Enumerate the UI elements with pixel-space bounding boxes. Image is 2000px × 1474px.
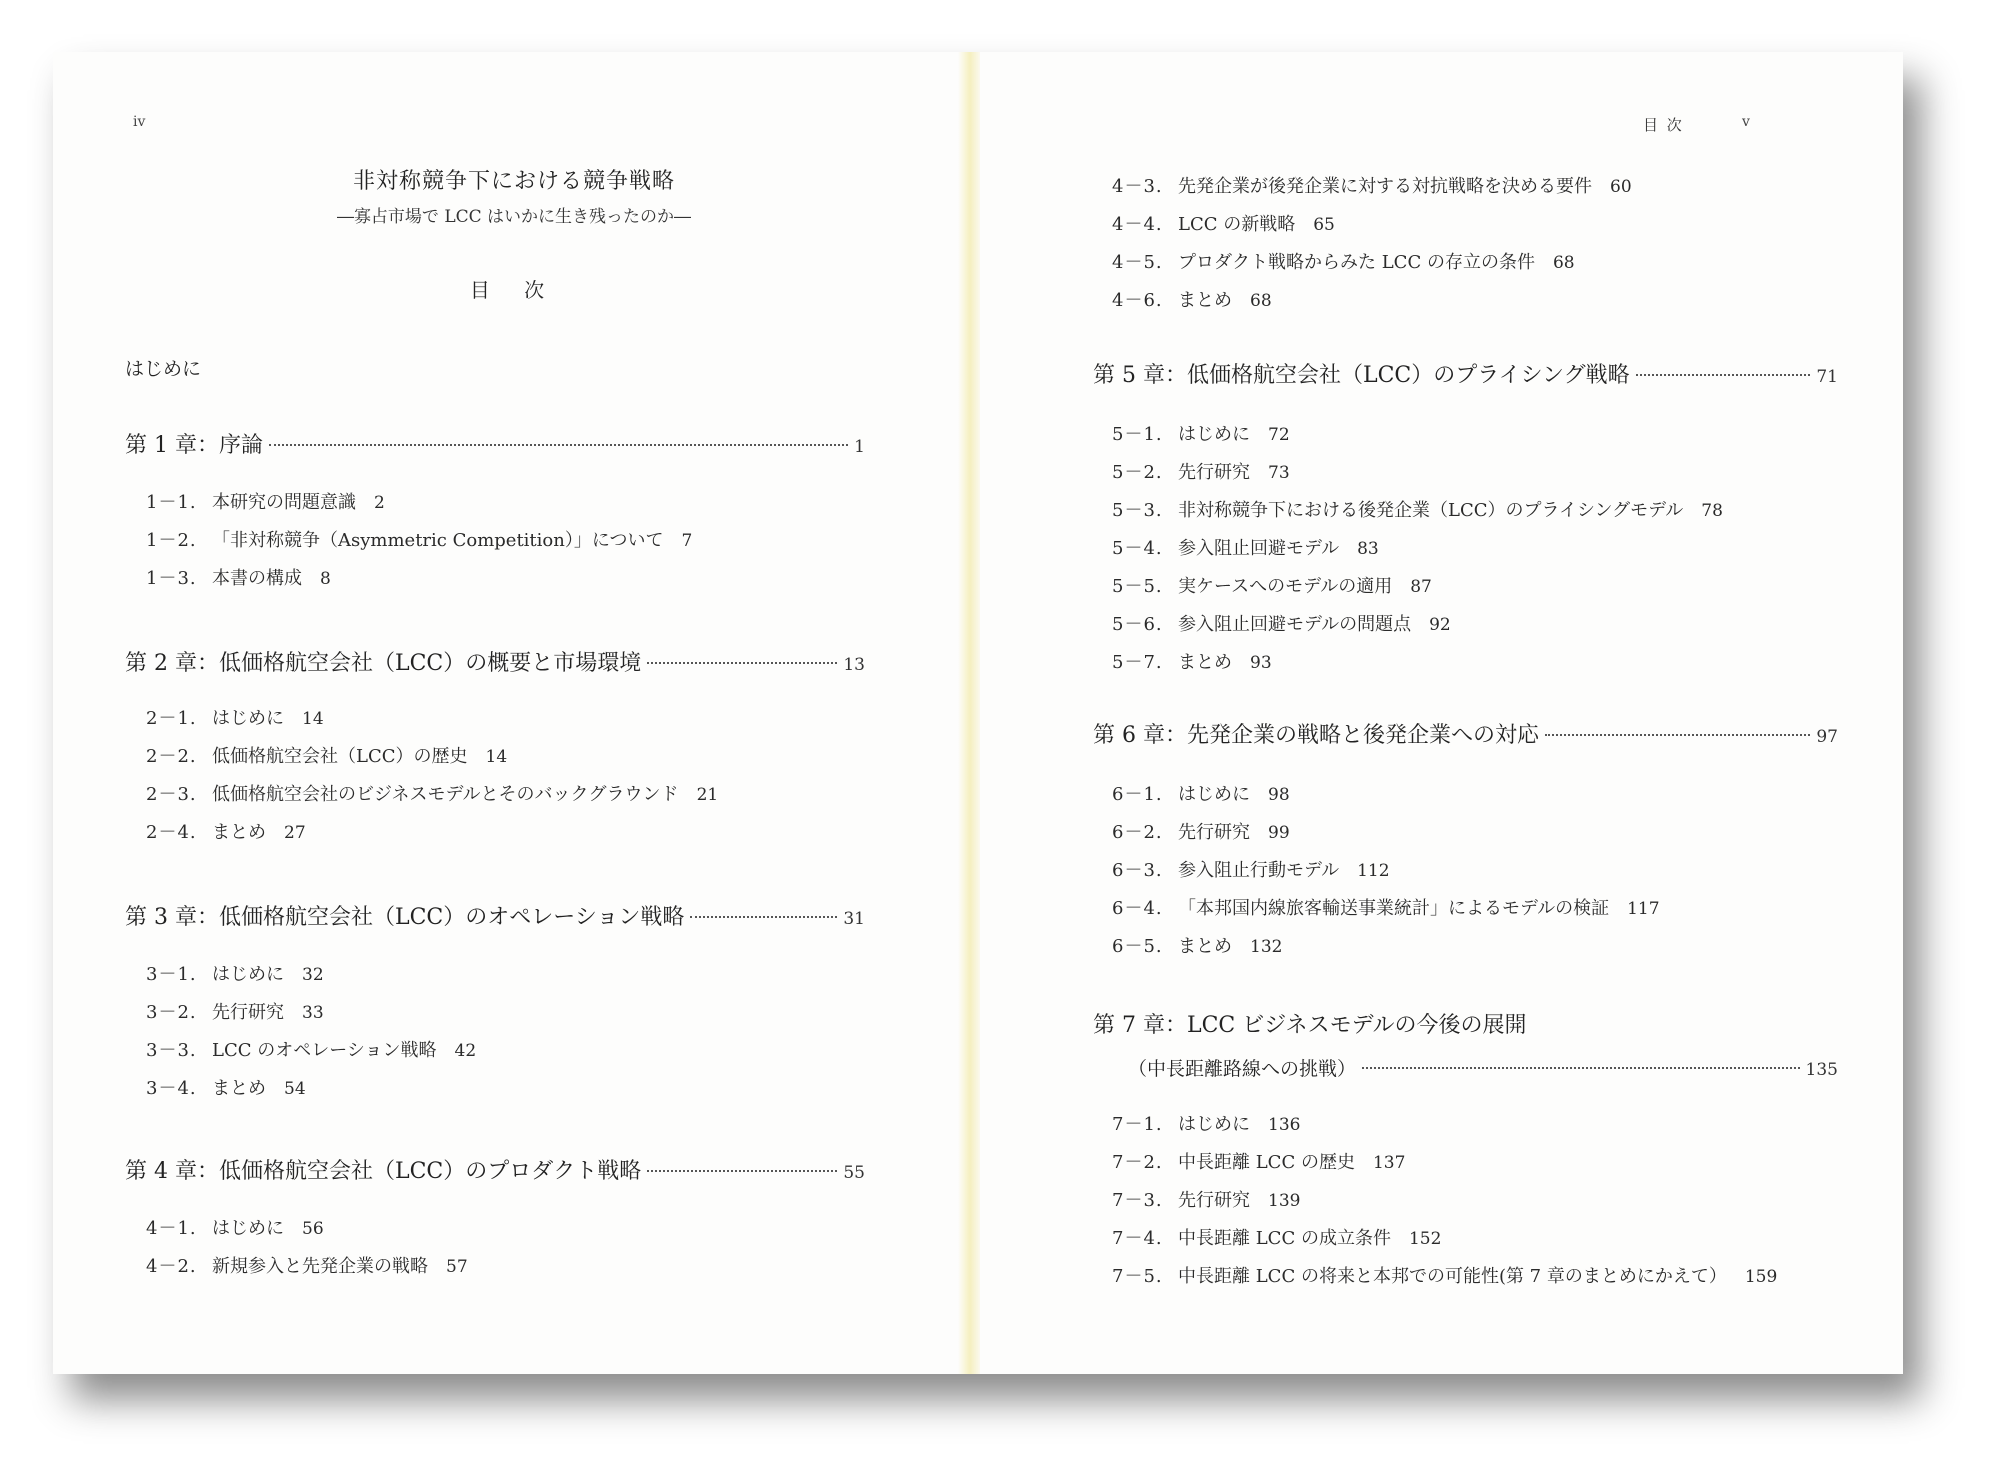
chapter-heading	[125, 1154, 865, 1185]
toc-title: 目 次	[469, 278, 559, 302]
section-page: 27	[284, 823, 306, 843]
section-number: 5－1.	[1112, 424, 1163, 445]
section-page: 14	[485, 747, 508, 767]
book-title: 非対称競争下における競争戦略	[352, 169, 675, 194]
chapter-heading	[1093, 1008, 1527, 1039]
section-title: 先行研究	[212, 1002, 284, 1023]
section-number: 2－1.	[146, 708, 197, 729]
toc-entry	[1112, 1224, 1441, 1250]
chapter-page: 135	[1805, 1060, 1838, 1080]
dot-leader	[647, 662, 837, 664]
section-number: 7－4.	[1112, 1228, 1163, 1249]
toc-entry	[1112, 894, 1660, 920]
section-number: 5－5.	[1112, 576, 1163, 597]
section-page: 93	[1250, 653, 1272, 673]
section-number: 4－6.	[1112, 290, 1163, 311]
toc-entry	[146, 1074, 306, 1100]
toc-entry	[146, 488, 385, 514]
section-page: 56	[302, 1219, 324, 1239]
toc-intro: はじめに	[125, 358, 202, 380]
section-page: 83	[1357, 539, 1379, 559]
section-number: 5－4.	[1112, 538, 1163, 559]
section-title: はじめに	[212, 708, 284, 729]
section-title: 低価格航空会社（LCC）の歴史	[212, 746, 468, 767]
page-number-right: v	[1742, 114, 1750, 130]
section-title: はじめに	[1178, 784, 1250, 805]
section-number: 3－4.	[146, 1078, 197, 1099]
section-title: 本研究の問題意識	[212, 492, 356, 513]
toc-entry	[1112, 534, 1379, 560]
section-page: 78	[1701, 501, 1723, 521]
toc-entry	[1112, 496, 1723, 522]
toc-entry	[146, 526, 692, 552]
section-number: 2－2.	[146, 746, 197, 767]
toc-entry	[146, 1214, 324, 1240]
section-number: 5－6.	[1112, 614, 1163, 635]
chapter-title: 第 4 章：低価格航空会社（LCC）のプロダクト戦略	[125, 1159, 642, 1184]
toc-entry	[146, 1036, 476, 1062]
toc-entry	[1112, 818, 1290, 844]
chapter-subtitle: （中長距離路線への挑戦）	[1128, 1058, 1357, 1080]
section-page: 2	[374, 493, 385, 513]
section-title: まとめ	[212, 822, 266, 843]
section-title: まとめ	[1178, 652, 1232, 673]
section-title: LCC のオペレーション戦略	[212, 1040, 437, 1061]
toc-entry	[1112, 286, 1272, 312]
section-page: 73	[1268, 463, 1290, 483]
page-number-left: iv	[133, 114, 146, 130]
chapter-title: 第 1 章：序論	[125, 433, 263, 458]
section-number: 4－2.	[146, 1256, 197, 1277]
section-title: 「本邦国内線旅客輸送事業統計」によるモデルの検証	[1178, 898, 1610, 919]
section-page: 99	[1268, 823, 1290, 843]
section-page: 14	[302, 709, 324, 729]
section-title: 「非対称競争（Asymmetric Competition）」について	[212, 530, 664, 551]
chapter-subheading	[1128, 1054, 1838, 1081]
section-number: 3－2.	[146, 1002, 197, 1023]
dot-leader	[269, 444, 848, 446]
section-title: 低価格航空会社のビジネスモデルとそのバックグラウンド	[212, 784, 679, 805]
section-page: 68	[1552, 253, 1575, 273]
toc-entry	[1112, 248, 1575, 274]
toc-entry	[146, 742, 507, 768]
section-page: 72	[1268, 425, 1290, 445]
section-title: 先行研究	[1178, 822, 1250, 843]
section-title: はじめに	[1178, 424, 1250, 445]
section-number: 7－2.	[1112, 1152, 1163, 1173]
section-number: 6－2.	[1112, 822, 1163, 843]
toc-entry	[146, 780, 718, 806]
toc-entry	[146, 818, 306, 844]
chapter-heading	[125, 428, 865, 459]
section-page: 7	[681, 531, 693, 551]
section-number: 4－1.	[146, 1218, 197, 1239]
section-title: LCC の新戦略	[1178, 214, 1296, 235]
section-title: まとめ	[212, 1078, 266, 1099]
section-title: プロダクト戦略からみた LCC の存立の条件	[1178, 252, 1535, 273]
section-number: 7－3.	[1112, 1190, 1163, 1211]
section-number: 4－3.	[1112, 176, 1163, 197]
chapter-page: 1	[854, 437, 865, 457]
toc-entry	[146, 564, 331, 590]
section-title: 中長距離 LCC の歴史	[1178, 1152, 1355, 1173]
section-title: 参入阻止回避モデル	[1178, 538, 1340, 559]
section-number: 1－3.	[146, 568, 197, 589]
section-title: 先行研究	[1178, 462, 1250, 483]
section-title: 非対称競争下における後発企業（LCC）のプライシングモデル	[1178, 500, 1684, 521]
section-page: 98	[1268, 785, 1290, 805]
section-page: 132	[1250, 937, 1283, 957]
book-subtitle: ―寡占市場で LCC はいかに生き残ったのか―	[336, 207, 692, 227]
toc-entry	[1112, 172, 1632, 198]
section-number: 5－3.	[1112, 500, 1163, 521]
section-number: 3－1.	[146, 964, 197, 985]
section-number: 5－7.	[1112, 652, 1163, 673]
section-title: はじめに	[212, 964, 284, 985]
section-page: 42	[454, 1041, 477, 1061]
chapter-heading	[125, 900, 865, 931]
section-number: 7－5.	[1112, 1266, 1163, 1287]
dot-leader	[1545, 734, 1810, 736]
chapter-page: 13	[843, 655, 865, 675]
section-page: 8	[320, 569, 331, 589]
section-title: 本書の構成	[212, 568, 302, 589]
toc-entry	[1112, 1148, 1405, 1174]
dot-leader	[647, 1170, 837, 1172]
chapter-heading	[1093, 358, 1838, 389]
section-title: はじめに	[1178, 1114, 1250, 1135]
section-title: 参入阻止行動モデル	[1178, 860, 1340, 881]
toc-entry	[1112, 1110, 1300, 1136]
chapter-title: 第 7 章：LCC ビジネスモデルの今後の展開	[1093, 1013, 1527, 1038]
toc-entry	[1112, 420, 1290, 446]
section-page: 117	[1627, 899, 1660, 919]
toc-entry	[1112, 1262, 1777, 1288]
running-head: 目 次	[1643, 116, 1684, 134]
section-page: 33	[302, 1003, 324, 1023]
toc-entry	[146, 960, 324, 986]
toc-entry	[146, 998, 324, 1024]
section-page: 32	[302, 965, 324, 985]
section-number: 1－1.	[146, 492, 197, 513]
section-number: 6－3.	[1112, 860, 1163, 881]
section-number: 4－4.	[1112, 214, 1163, 235]
section-title: 中長距離 LCC の成立条件	[1178, 1228, 1391, 1249]
chapter-page: 55	[843, 1163, 865, 1183]
section-number: 6－4.	[1112, 898, 1163, 919]
toc-entry	[1112, 210, 1335, 236]
section-title: 先発企業が後発企業に対する対抗戦略を決める要件	[1178, 176, 1592, 197]
chapter-page: 31	[843, 909, 865, 929]
dot-leader	[1636, 374, 1811, 376]
section-number: 6－1.	[1112, 784, 1163, 805]
toc-entry	[1112, 1186, 1300, 1212]
toc-entry	[146, 1252, 468, 1278]
chapter-heading	[1093, 718, 1838, 749]
toc-entry	[1112, 932, 1282, 958]
dot-leader	[1362, 1067, 1800, 1069]
toc-entry	[1112, 648, 1272, 674]
section-page: 137	[1372, 1153, 1406, 1173]
toc-entry	[1112, 856, 1390, 882]
section-page: 87	[1410, 577, 1432, 597]
section-number: 3－3.	[146, 1040, 197, 1061]
chapter-title: 第 6 章：先発企業の戦略と後発企業への対応	[1093, 723, 1539, 748]
section-title: 新規参入と先発企業の戦略	[212, 1256, 428, 1277]
section-number: 2－3.	[146, 784, 197, 805]
section-page: 92	[1429, 615, 1451, 635]
chapter-title: 第 3 章：低価格航空会社（LCC）のオペレーション戦略	[125, 905, 685, 930]
chapter-page: 71	[1816, 367, 1838, 387]
toc-entry	[1112, 610, 1451, 636]
section-page: 57	[446, 1257, 468, 1277]
section-title: 参入阻止回避モデルの問題点	[1178, 614, 1412, 635]
section-title: まとめ	[1178, 936, 1232, 957]
section-page: 65	[1313, 215, 1335, 235]
section-page: 112	[1357, 861, 1390, 881]
section-number: 7－1.	[1112, 1114, 1163, 1135]
section-title: はじめに	[212, 1218, 284, 1239]
toc-entry	[1112, 572, 1432, 598]
section-title: 先行研究	[1178, 1190, 1250, 1211]
section-page: 152	[1408, 1229, 1442, 1249]
section-page: 21	[696, 785, 719, 805]
section-number: 1－2.	[146, 530, 197, 551]
book-gutter	[958, 52, 980, 1374]
section-title: まとめ	[1178, 290, 1232, 311]
chapter-page: 97	[1816, 727, 1838, 747]
section-number: 4－5.	[1112, 252, 1163, 273]
chapter-title: 第 2 章：低価格航空会社（LCC）の概要と市場環境	[125, 651, 642, 676]
section-page: 68	[1250, 291, 1272, 311]
section-page: 139	[1268, 1191, 1301, 1211]
toc-entry	[146, 704, 324, 730]
section-title: 実ケースへのモデルの適用	[1178, 576, 1393, 597]
section-number: 5－2.	[1112, 462, 1163, 483]
chapter-heading	[125, 646, 865, 677]
section-page: 159	[1744, 1267, 1778, 1287]
toc-entry	[1112, 458, 1290, 484]
section-page: 136	[1268, 1115, 1301, 1135]
section-page: 60	[1610, 177, 1632, 197]
section-title: 中長距離 LCC の将来と本邦での可能性(第 7 章のまとめにかえて）	[1178, 1266, 1727, 1287]
section-page: 54	[284, 1079, 306, 1099]
dot-leader	[690, 916, 837, 918]
section-number: 6－5.	[1112, 936, 1163, 957]
chapter-title: 第 5 章：低価格航空会社（LCC）のプライシング戦略	[1093, 363, 1630, 388]
section-number: 2－4.	[146, 822, 197, 843]
toc-entry	[1112, 780, 1290, 806]
